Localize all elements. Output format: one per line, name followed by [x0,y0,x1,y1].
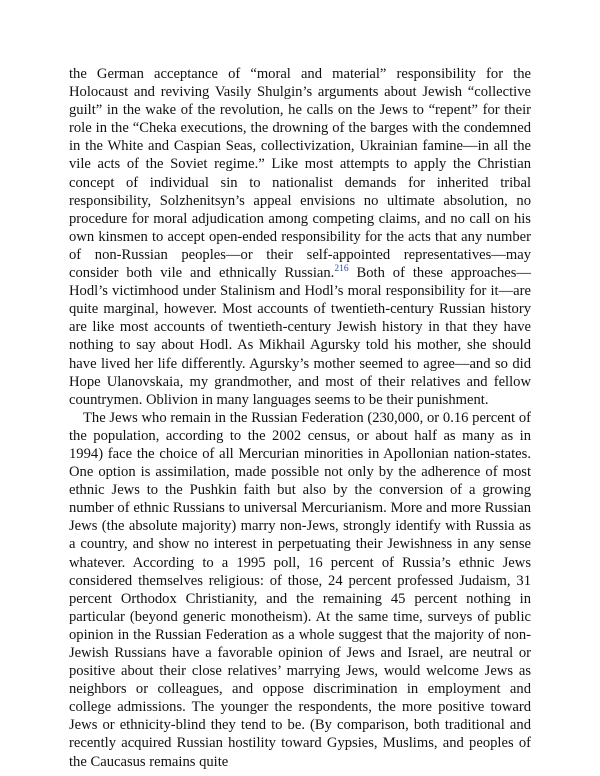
paragraph-text: Both of these approaches—Hodl’s victimhood under Stalinism and Hodl’s moral responsibility for it—are quite marginal, however. Most accounts of twentieth-century Russian history are like most accounts of twentieth-century Jewish history in that they have nothing to say about Hodl. As Mikhail Agursky told his mother, she should have lived her life differently. Agursky’s mother seemed to agree—and so did Hope Ulanovskaia, my grandmother, and most of their relatives and fellow countrymen. Oblivion in many languages seems to be their punishment. [69,265,531,408]
footnote-reference-link[interactable]: 216 [334,264,349,275]
document-page [69,65,531,771]
paragraph-text: The Jews who remain in the Russian Federation (230,000, or 0.16 percent of the population, according to the 2002 census, or about half as many as in 1994) face the choice of all Mercurian minorities in Apollonian nation-states. One option is assimilation, made possible not only by the adherence of most ethnic Jews to the Pushkin faith but also by the conversion of a growing number of ethnic Russians to universal Mercurianism. More and more Russian Jews (the absolute majority) marry non-Jews, strongly identify with Russia as a country, and show no interest in perpetuating their Jewishness in any sense whatever. According to a 1995 poll, 16 percent of Russia’s ethnic Jews considered themselves religious: of those, 24 percent professed Judaism, 31 percent Orthodox Christianity, and the remaining 45 percent nothing in particular (beyond generic monotheism). At the same time, surveys of public opinion in the Russian Federation as a whole suggest that the majority of non-Jewish Russians have a favorable opinion of Jews and Israel, are neutral or positive about their close relatives’ marrying Jews, would welcome Jews as neighbors or colleagues, and oppose discrimination in employment and college admissions. The younger the respondents, the more positive toward Jews or ethnicity-blind they tend to be. (By comparison, both traditional and recently acquired Russian hostility toward Gypsies, Muslims, and peoples of the Caucasus remains quite [69,409,531,770]
paragraph [69,409,531,771]
paragraph [69,65,531,409]
paragraph-text: the German acceptance of “moral and material” responsibility for the Holocaust and reviving Vasily Shulgin’s arguments about Jewish “collective guilt” in the wake of the revolution, he calls on the Jews to “repent” for their role in the “Cheka executions, the drowning of the barges with the condemned in the White and Caspian Seas, collectivization, Ukrainian famine—in all the vile acts of the Soviet regime.” Like most attempts to apply the Christian concept of individual sin to nationalist demands for inherited tribal responsibility, Solzhenitsyn’s appeal envisions no ultimate absolution, no procedure for moral adjudication among competing claims, and no call on his own kinsmen to accept open-ended responsibility for the acts that any number of non-Russian peoples—or their self-appointed representatives—may consider both vile and ethnically Russian. [69,66,531,282]
